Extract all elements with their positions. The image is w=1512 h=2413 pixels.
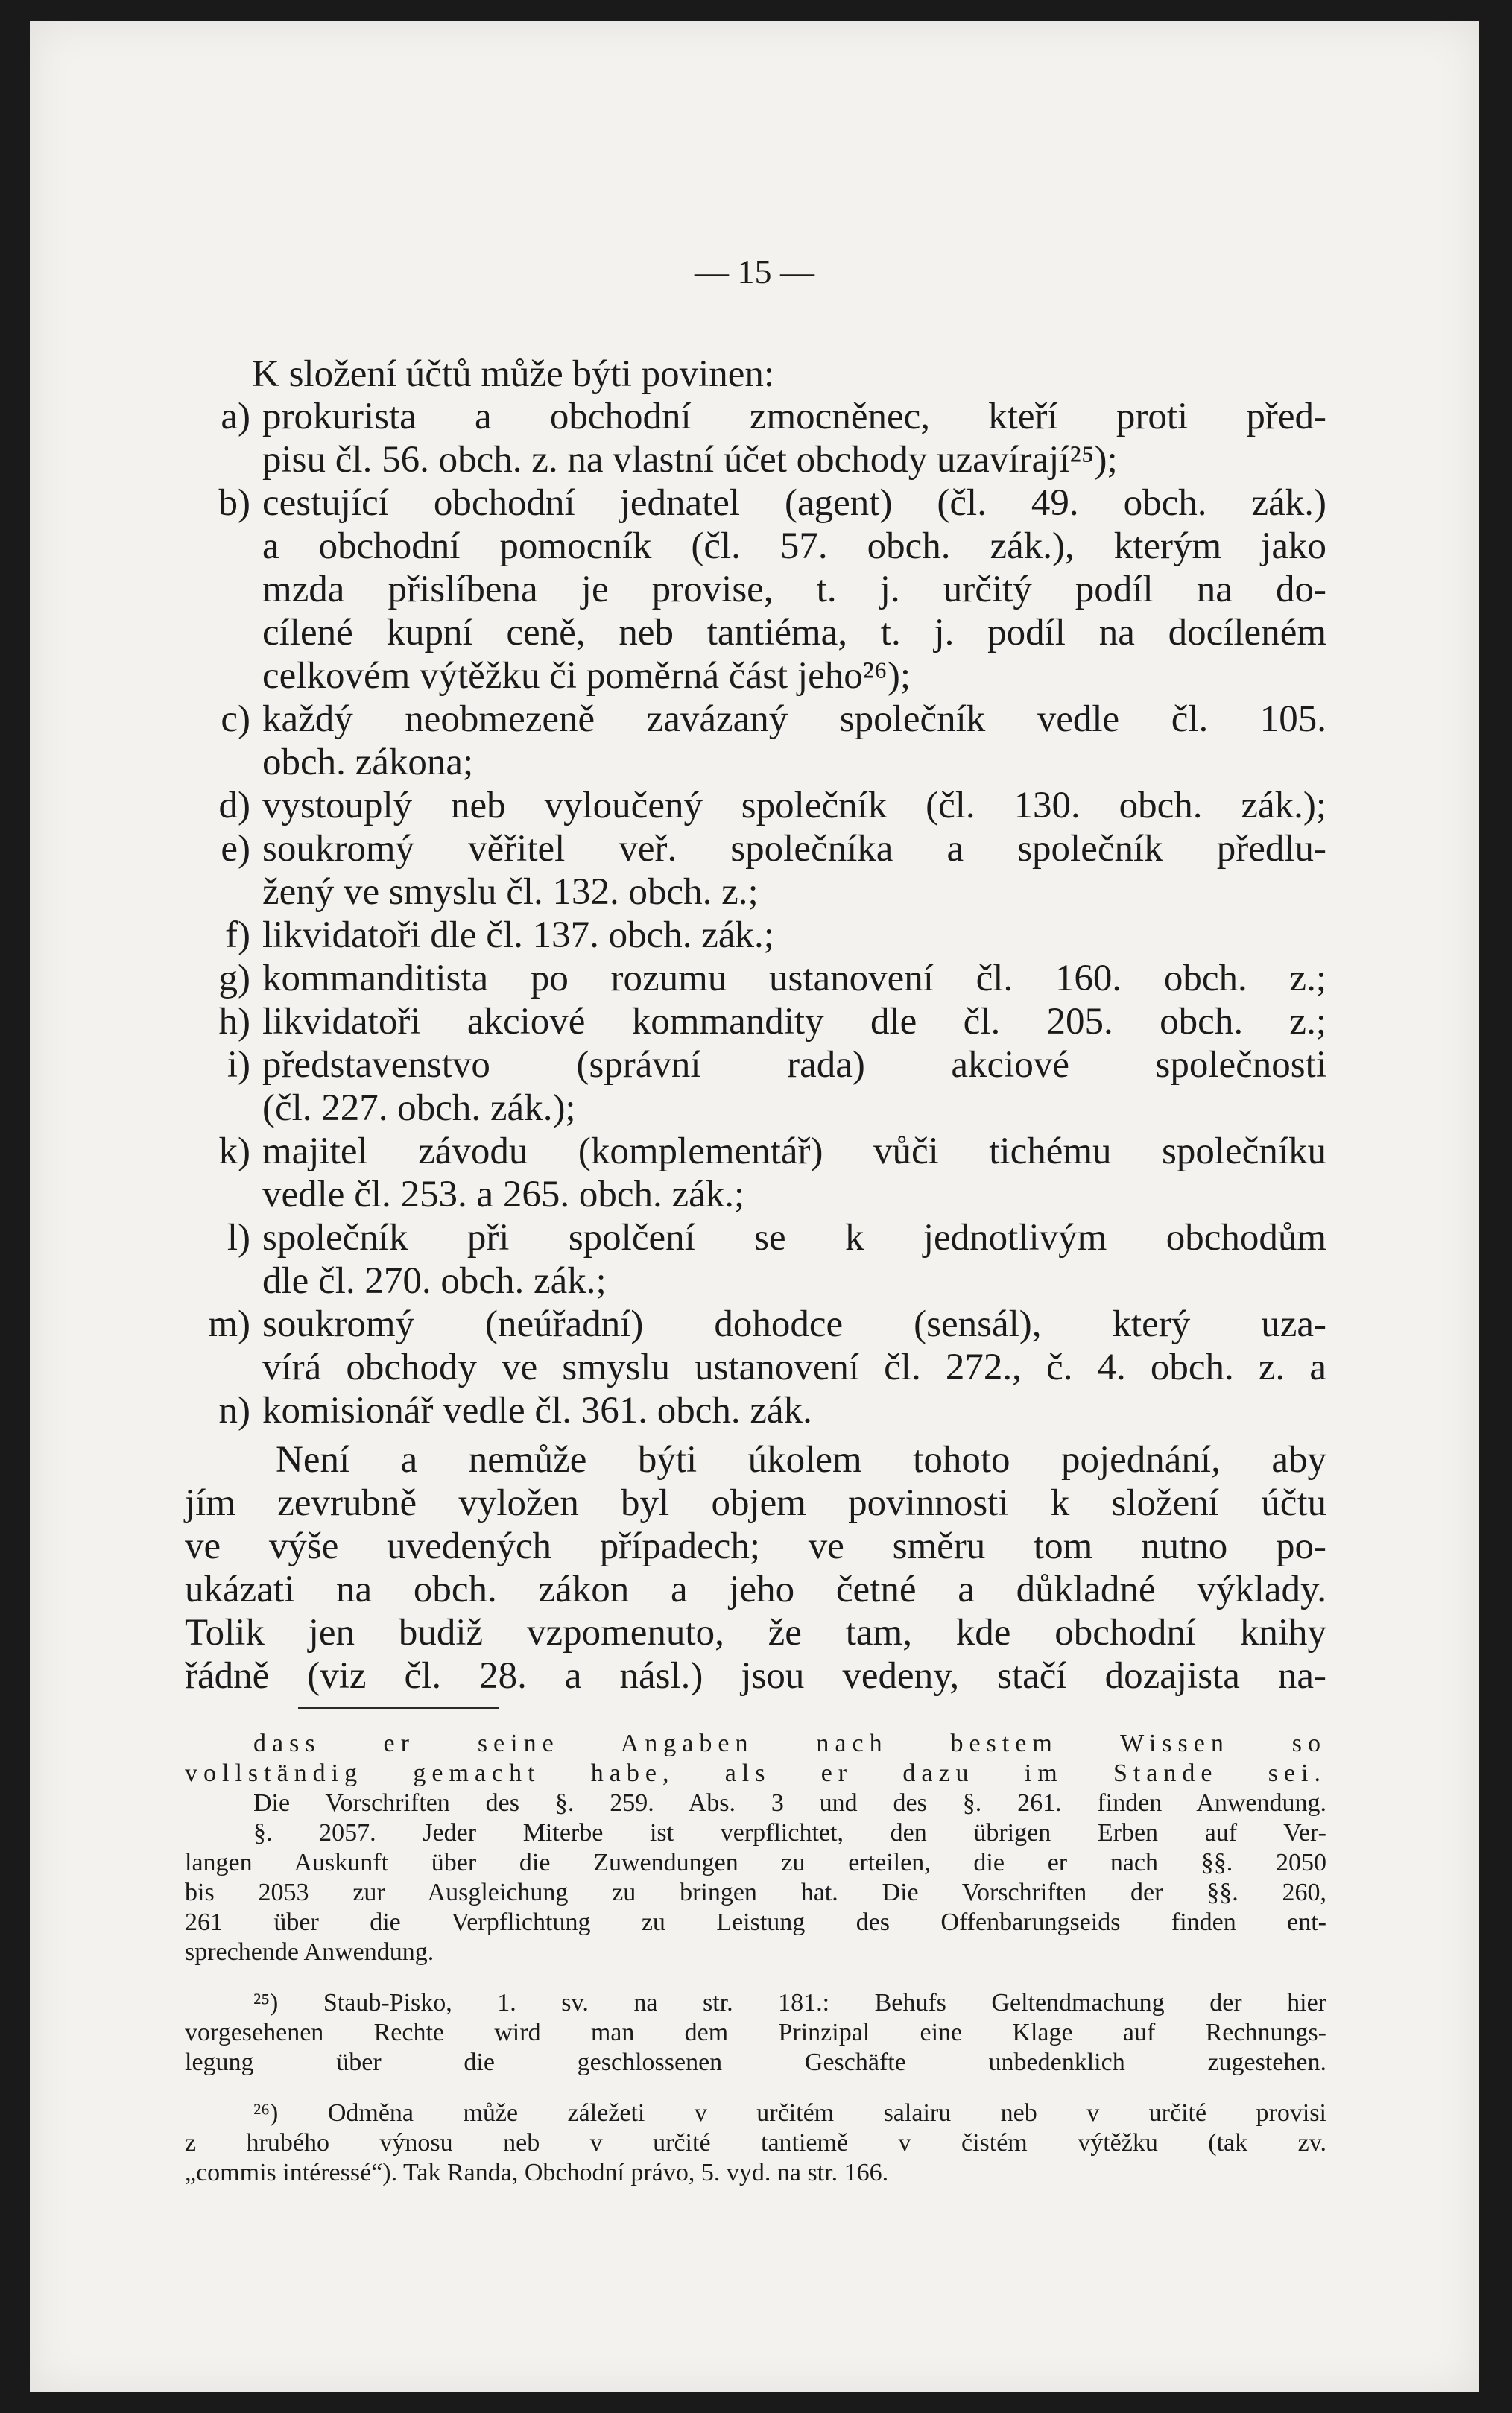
book-page: [30, 21, 1479, 2392]
footnote-separator: [298, 1707, 499, 1709]
footnote-cont-line-6: bis 2053 zur Ausgleichung zu bringen hat. Die Vorschriften der §§. 260,: [185, 1879, 1326, 1906]
item-e-line-1: soukromý věřitel veř. společníka a společník předlu-: [262, 828, 1326, 870]
item-label-e: e): [221, 828, 250, 870]
item-l-line-1: společník při spolčení se k jednotlivým obchodům: [262, 1217, 1326, 1259]
footnote-25-line-2: vorgesehenen Rechte wird man dem Prinzipal eine Klage auf Rechnungs-: [185, 2019, 1326, 2046]
paragraph-line-6: řádně (viz čl. 28. a násl.) jsou vedeny, stačí dozajista na-: [185, 1655, 1326, 1697]
footnote-26-line-1: ²⁶) Odměna může záležeti v určitém salairu neb v určité provisi: [253, 2099, 1326, 2127]
item-g-line-1: kommanditista po rozumu ustanovení čl. 160. obch. z.;: [262, 958, 1326, 999]
item-i-line-1: představenstvo (správní rada) akciové společnosti: [262, 1044, 1326, 1086]
footnote-cont-line-3: Die Vorschriften des §. 259. Abs. 3 und des §. 261. finden Anwendung.: [253, 1789, 1326, 1817]
footnote-26-line-2: z hrubého výnosu neb v určité tantiemě v čistém výtěžku (tak zv.: [185, 2129, 1326, 2157]
item-l-line-2: dle čl. 270. obch. zák.;: [262, 1260, 607, 1302]
page-number: — 15 —: [695, 253, 814, 291]
intro-line: K složení účtů může býti povinen:: [252, 353, 775, 395]
item-label-h: h): [218, 1001, 250, 1043]
item-label-f: f): [225, 914, 250, 956]
item-n-line-1: komisionář vedle čl. 361. obch. zák.: [262, 1390, 812, 1432]
footnote-cont-line-4: §. 2057. Jeder Miterbe ist verpflichtet, den übrigen Erben auf Ver-: [253, 1819, 1326, 1847]
paragraph-line-3: ve výše uvedených případech; ve směru tom nutno po-: [185, 1525, 1326, 1567]
footnote-cont-line-1: dass er seine Angaben nach bestem Wissen so: [253, 1730, 1326, 1757]
item-d-line-1: vystouplý neb vyloučený společník (čl. 130. obch. zák.);: [262, 785, 1326, 826]
item-label-n: n): [218, 1390, 250, 1432]
paragraph-line-2: jím zevrubně vyložen byl objem povinnosti k složení účtu: [185, 1482, 1326, 1524]
paragraph-line-5: Tolik jen budiž vzpomenuto, že tam, kde obchodní knihy: [185, 1612, 1326, 1654]
item-a-line-2: pisu čl. 56. obch. z. na vlastní účet obchody uzavírají²⁵);: [262, 439, 1118, 481]
item-c-line-1: každý neobmezeně zavázaný společník vedle čl. 105.: [262, 698, 1326, 740]
item-k-line-2: vedle čl. 253. a 265. obch. zák.;: [262, 1174, 745, 1215]
item-b-line-3: mzda přislíbena je provise, t. j. určitý podíl na do-: [262, 569, 1326, 610]
item-h-line-1: likvidatoři akciové kommandity dle čl. 205. obch. z.;: [262, 1001, 1326, 1043]
footnote-25-line-1: ²⁵) Staub-Pisko, 1. sv. na str. 181.: Behufs Geltendmachung der hier: [253, 1989, 1326, 2017]
item-b-line-5: celkovém výtěžku či poměrná část jeho²⁶);: [262, 655, 911, 697]
footnote-cont-line-5: langen Auskunft über die Zuwendungen zu erteilen, die er nach §§. 2050: [185, 1849, 1326, 1876]
item-b-line-4: cílené kupní ceně, neb tantiéma, t. j. podíl na docíleném: [262, 612, 1326, 654]
item-label-g: g): [218, 958, 250, 999]
paragraph-line-1: Není a nemůže býti úkolem tohoto pojednání, aby: [276, 1439, 1326, 1481]
item-k-line-1: majitel závodu (komplementář) vůči tichému společníku: [262, 1130, 1326, 1172]
footnote-cont-line-7: 261 über die Verpflichtung zu Leistung des Offenbarungseids finden ent-: [185, 1908, 1326, 1936]
footnote-cont-line-8: sprechende Anwendung.: [185, 1938, 434, 1966]
item-label-d: d): [218, 785, 250, 826]
item-b-line-1: cestující obchodní jednatel (agent) (čl. 49. obch. zák.): [262, 482, 1326, 524]
item-a-line-1: prokurista a obchodní zmocněnec, kteří proti před-: [262, 396, 1326, 437]
item-f-line-1: likvidatoři dle čl. 137. obch. zák.;: [262, 914, 774, 956]
item-b-line-2: a obchodní pomocník (čl. 57. obch. zák.), kterým jako: [262, 525, 1326, 567]
item-label-i: i): [227, 1044, 250, 1086]
footnote-cont-line-2: vollständig gemacht habe, als er dazu im Stande sei.: [185, 1759, 1326, 1787]
item-label-l: l): [227, 1217, 250, 1259]
item-m-line-1: soukromý (neúřadní) dohodce (sensál), který uza-: [262, 1303, 1326, 1345]
item-label-b: b): [218, 482, 250, 524]
item-label-a: a): [221, 396, 250, 437]
item-label-m: m): [208, 1303, 250, 1345]
item-c-line-2: obch. zákona;: [262, 741, 474, 783]
item-label-k: k): [218, 1130, 250, 1172]
paragraph-line-4: ukázati na obch. zákon a jeho četné a důkladné výklady.: [185, 1569, 1326, 1610]
footnote-26-line-3: „commis intéressé“). Tak Randa, Obchodní právo, 5. vyd. na str. 166.: [185, 2159, 889, 2186]
footnote-25-line-3: legung über die geschlossenen Geschäfte unbedenklich zugestehen.: [185, 2049, 1326, 2076]
item-label-c: c): [221, 698, 250, 740]
item-i-line-2: (čl. 227. obch. zák.);: [262, 1087, 576, 1129]
item-m-line-2: vírá obchody ve smyslu ustanovení čl. 272., č. 4. obch. z. a: [262, 1347, 1326, 1388]
item-e-line-2: žený ve smyslu čl. 132. obch. z.;: [262, 871, 759, 913]
